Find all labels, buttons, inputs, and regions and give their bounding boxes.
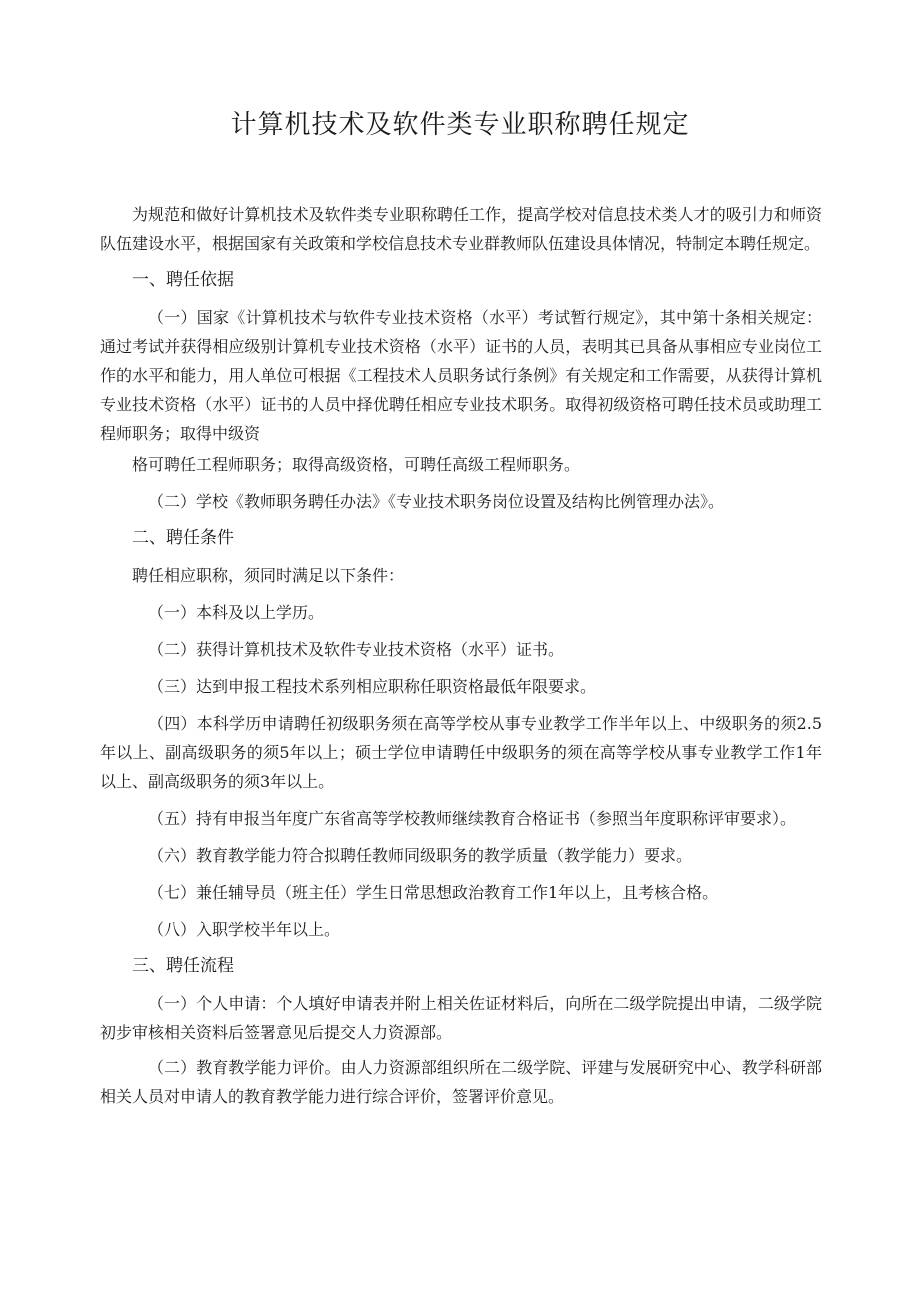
section-3-item: （二）教育教学能力评价。由人力资源部组织所在二级学院、评建与发展研究中心、教学科研部相关人员对申请人的教育教学能力进行综合评价，签署评价意见。 [100,1058,822,1106]
section-2-heading: 二、聘任条件 [132,528,234,548]
document-body [100,200,822,1119]
document-title: 计算机技术及软件类专业职称聘任规定 [230,110,690,140]
section-2-item: （二）获得计算机技术及软件专业技术资格（水平）证书。 [148,640,565,659]
section-3-heading: 三、聘任流程 [132,956,234,976]
section-2-item: （八）入职学校半年以上。 [148,920,341,939]
section-1-heading: 一、聘任依据 [132,270,234,290]
section-2-item: （四）本科学历申请聘任初级职务须在高等学校从事专业教学工作半年以上、中级职务的须2.5年以上、副高级职务的须5年以上；硕士学位申请聘任中级职务的须在高等学校从事专业教学工作1年以上、副高级职务的须3年以上。 [100,714,822,791]
section-1-item-1: （一）国家《计算机技术与软件专业技术资格（水平）考试暂行规定》，其中第十条相关规定：通过考试并获得相应级别计算机专业技术资格（水平）证书的人员，表明其已具备从事相应专业岗位工作的水平和能力，用人单位可根据《工程技术人员职务试行条例》有关规定和工作需要，从获得计算机专业技术资格（水平）证书的人员中择优聘任相应专业技术职务。取得初级资格可聘任技术员或助理工程师职务；取得中级资 [100,308,822,443]
section-2-item: （五）持有申报当年度广东省高等学校教师继续教育合格证书（参照当年度职称评审要求）。 [148,809,797,828]
section-2-item: （七）兼任辅导员（班主任）学生日常思想政治教育工作1年以上，且考核合格。 [148,883,719,902]
section-3-item: （一）个人申请：个人填好申请表并附上相关佐证材料后，向所在二级学院提出申请，二级学院初步审核相关资料后签署意见后提交人力资源部。 [100,994,822,1042]
section-1-item-1-continued: 格可聘任工程师职务；取得高级资格，可聘任高级工程师职务。 [132,455,581,474]
intro-paragraph: 为规范和做好计算机技术及软件类专业职称聘任工作，提高学校对信息技术类人才的吸引力和师资队伍建设水平，根据国家有关政策和学校信息技术专业群教师队伍建设具体情况，特制定本聘任规定。 [100,205,822,253]
section-2-item: （六）教育教学能力符合拟聘任教师同级职务的教学质量（教学能力）要求。 [148,846,693,865]
section-2-lead: 聘任相应职称，须同时满足以下条件： [132,566,405,585]
section-2-item: （一）本科及以上学历。 [148,603,325,622]
section-2-item: （三）达到申报工程技术系列相应职称任职资格最低年限要求。 [148,677,597,696]
section-1-item-2: （二）学校《教师职务聘任办法》《专业技术职务岗位设置及结构比例管理办法》。 [148,492,725,511]
